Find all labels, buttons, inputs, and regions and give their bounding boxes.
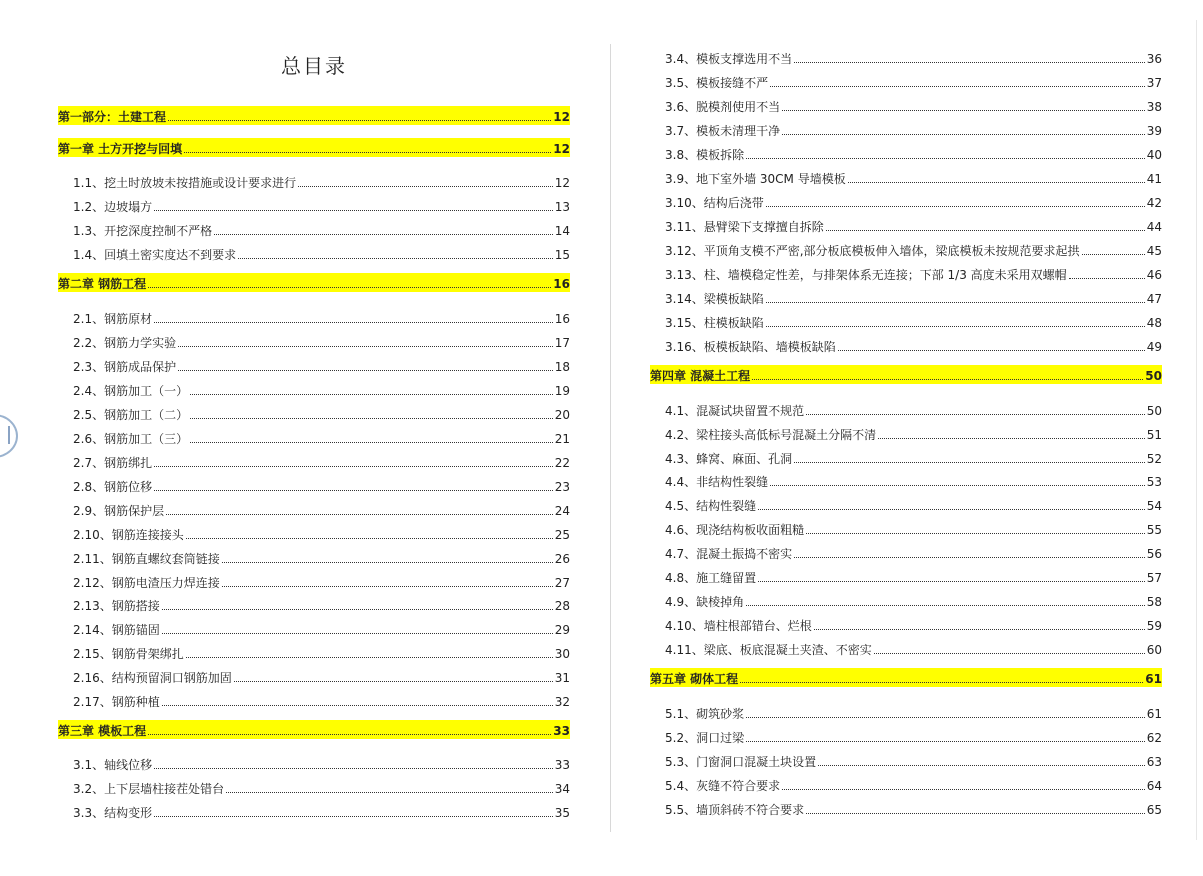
toc-entry[interactable] [58,242,570,262]
toc-dot-leader [818,765,1145,766]
toc-page-number: 16 [554,312,570,326]
toc-dot-leader [740,682,1143,683]
toc-entry-label: 2.15、钢筋骨架绑扎 [73,647,184,661]
toc-dot-leader [234,681,553,682]
toc-entry-label: 2.7、钢筋绑扎 [73,456,153,470]
toc-dot-leader [298,186,553,187]
toc-entry-label: 3.7、模板未清理干净 [665,124,781,138]
toc-page-number: 51 [1146,428,1162,442]
toc-page-number: 12 [553,142,570,156]
toc-chapter-heading[interactable] [58,138,570,157]
toc-entry-label: 2.2、钢筋力学实验 [73,336,177,350]
toc-entry[interactable] [650,142,1162,162]
toc-page-number: 38 [1146,100,1162,114]
toc-dot-leader [178,370,553,371]
toc-page-number: 18 [554,360,570,374]
toc-entry[interactable] [58,617,570,637]
toc-entry-label: 3.11、悬臂梁下支撑擅自拆除 [665,220,824,234]
toc-dot-leader [766,206,1145,207]
toc-dot-leader [166,514,553,515]
toc-page-number: 12 [553,110,570,124]
toc-entry[interactable] [58,776,570,796]
toc-entry[interactable] [58,689,570,709]
toc-entry-label: 5.4、灰缝不符合要求 [665,779,781,793]
toc-dot-leader [838,350,1145,351]
toc-dot-leader [770,86,1145,87]
toc-page-number: 27 [554,576,570,590]
toc-dot-leader [178,346,553,347]
toc-entry[interactable] [58,641,570,661]
toc-entry-label: 2.1、钢筋原材 [73,312,153,326]
toc-entry-label: 1.1、挖土时放坡未按措施或设计要求进行 [73,176,297,190]
toc-page-number: 28 [554,599,570,613]
toc-chapter-heading[interactable] [650,365,1162,384]
toc-entry-label: 5.5、墙顶斜砖不符合要求 [665,803,805,817]
toc-dot-leader [746,158,1145,159]
toc-dot-leader [154,816,553,817]
toc-entry[interactable] [650,725,1162,745]
toc-entry-label: 4.7、混凝土振捣不密实 [665,547,793,561]
toc-page-number: 64 [1146,779,1162,793]
toc-page-number: 52 [1146,452,1162,466]
toc-dot-leader [226,792,553,793]
toc-entry[interactable] [650,262,1162,282]
toc-page-number: 17 [554,336,570,350]
toc-page-number: 30 [554,647,570,661]
toc-entry-label: 3.12、平顶角支模不严密,部分板底模板伸入墙体，梁底模板未按规范要求起拱 [665,244,1080,258]
toc-page-number: 33 [553,724,570,738]
toc-page-number: 54 [1146,499,1162,513]
toc-entry[interactable] [58,330,570,350]
toc-page-number: 22 [554,456,570,470]
toc-page-number: 53 [1146,475,1162,489]
toc-entry-label: 3.3、结构变形 [73,806,153,820]
toc-entry-label: 3.14、梁模板缺陷 [665,292,764,306]
toc-page-number: 35 [554,806,570,820]
toc-page-number: 40 [1146,148,1162,162]
toc-dot-leader [794,462,1145,463]
toc-entry[interactable] [58,218,570,238]
toc-page-number: 45 [1146,244,1162,258]
toc-entry[interactable] [58,474,570,494]
toc-entry-label: 5.2、洞口过梁 [665,731,745,745]
toc-entry[interactable] [58,194,570,214]
toc-page-number: 46 [1146,268,1162,282]
toc-entry-label: 3.2、上下层墙柱接茬处错台 [73,782,225,796]
toc-entry-label: 4.10、墙柱根部错台、烂根 [665,619,812,633]
toc-entry-label: 3.15、柱模板缺陷 [665,316,764,330]
toc-entry-label: 4.11、梁底、板底混凝土夹渣、不密实 [665,643,872,657]
toc-dot-leader [238,258,553,259]
toc-entry[interactable] [650,517,1162,537]
toc-page-number: 14 [554,224,570,238]
toc-entry-label: 3.10、结构后浇带 [665,196,764,210]
toc-entry-label: 4.5、结构性裂缝 [665,499,757,513]
toc-entry-label: 3.4、模板支撑选用不当 [665,52,793,66]
toc-dot-leader [154,490,553,491]
toc-entry[interactable] [58,378,570,398]
toc-page-number: 57 [1146,571,1162,585]
toc-page-number: 25 [554,528,570,542]
toc-entry[interactable] [650,70,1162,90]
toc-page-number: 12 [554,176,570,190]
toc-entry-label: 4.8、施工缝留置 [665,571,757,585]
toc-page-number: 58 [1146,595,1162,609]
toc-page-number: 44 [1146,220,1162,234]
toc-entry[interactable] [58,426,570,446]
toc-dot-leader [848,182,1145,183]
toc-page-number: 65 [1146,803,1162,817]
toc-entry-label: 4.3、蜂窝、麻面、孔洞 [665,452,793,466]
toc-entry[interactable] [58,402,570,422]
toc-entry[interactable] [58,570,570,590]
toc-entry[interactable] [650,334,1162,354]
toc-entry[interactable] [650,190,1162,210]
toc-entry-label: 2.9、钢筋保护层 [73,504,165,518]
toc-entry-label: 第二章 钢筋工程 [58,277,147,291]
toc-entry-label: 2.4、钢筋加工（一） [73,384,189,398]
toc-entry-label: 第五章 砌体工程 [650,672,739,686]
toc-entry-label: 2.6、钢筋加工（三） [73,432,189,446]
toc-dot-leader [758,581,1145,582]
toc-dot-leader [766,326,1145,327]
toc-page-number: 47 [1146,292,1162,306]
toc-entry[interactable] [58,752,570,772]
toc-entry-label: 3.9、地下室外墙 30CM 导墙模板 [665,172,846,186]
toc-entry[interactable] [58,800,570,820]
toc-entry[interactable] [650,398,1162,418]
toc-entry[interactable] [650,637,1162,657]
toc-dot-leader [770,485,1145,486]
toc-page-number: 13 [554,200,570,214]
toc-entry[interactable] [650,565,1162,585]
toc-entry[interactable] [58,665,570,685]
toc-dot-leader [878,438,1145,439]
toc-entry-label: 第一部分：土建工程 [58,110,167,124]
toc-entry-label: 2.10、钢筋连接接头 [73,528,184,542]
toc-dot-leader [766,302,1145,303]
toc-page-number: 59 [1146,619,1162,633]
toc-page-number: 20 [554,408,570,422]
toc-page-number: 21 [554,432,570,446]
toc-dot-leader [1082,254,1145,255]
toc-page-number: 16 [553,277,570,291]
toc-chapter-heading[interactable] [58,273,570,292]
toc-entry-label: 2.17、钢筋种植 [73,695,160,709]
page-edge [1196,20,1197,840]
toc-page-number: 56 [1146,547,1162,561]
toc-dot-leader [752,379,1143,380]
toc-entry-label: 第四章 混凝土工程 [650,369,751,383]
toc-chapter-heading[interactable] [58,106,570,125]
toc-entry-label: 3.6、脱模剂使用不当 [665,100,781,114]
toc-chapter-heading[interactable] [650,668,1162,687]
toc-page-number: 42 [1146,196,1162,210]
toc-entry-label: 4.1、混凝试块留置不规范 [665,404,805,418]
toc-dot-leader [186,538,553,539]
toc-entry[interactable] [650,214,1162,234]
toc-entry[interactable] [650,166,1162,186]
toc-entry[interactable] [650,701,1162,721]
toc-dot-leader [148,734,551,735]
toc-entry[interactable] [58,546,570,566]
toc-entry[interactable] [58,522,570,542]
toc-chapter-heading[interactable] [58,720,570,739]
toc-page-number: 37 [1146,76,1162,90]
toc-entry[interactable] [58,593,570,613]
toc-page-number: 34 [554,782,570,796]
toc-dot-leader [184,152,551,153]
toc-dot-leader [746,605,1145,606]
toc-dot-leader [782,789,1145,790]
toc-entry[interactable] [650,749,1162,769]
toc-entry[interactable] [650,493,1162,513]
toc-dot-leader [746,717,1145,718]
toc-dot-leader [148,287,551,288]
toc-entry-label: 1.3、开挖深度控制不严格 [73,224,213,238]
toc-entry-label: 3.1、轴线位移 [73,758,153,772]
toc-entry-label: 5.1、砌筑砂浆 [665,707,745,721]
toc-entry-label: 2.11、钢筋直螺纹套筒链接 [73,552,220,566]
toc-page-number: 55 [1146,523,1162,537]
toc-page-number: 50 [1145,369,1162,383]
toc-page-number: 63 [1146,755,1162,769]
toc-entry[interactable] [650,773,1162,793]
toc-entry[interactable] [650,446,1162,466]
toc-dot-leader [222,586,553,587]
page-title: 总目录 [281,54,347,78]
toc-entry[interactable] [650,589,1162,609]
toc-entry[interactable] [650,541,1162,561]
toc-page-number: 32 [554,695,570,709]
toc-entry[interactable] [58,306,570,326]
toc-dot-leader [162,705,553,706]
toc-entry-label: 第三章 模板工程 [58,724,147,738]
toc-entry-label: 4.6、现浇结构板收面粗糙 [665,523,805,537]
toc-entry[interactable] [650,469,1162,489]
toc-entry-label: 2.5、钢筋加工（二） [73,408,189,422]
toc-entry-label: 2.12、钢筋电渣压力焊连接 [73,576,220,590]
toc-page-number: 62 [1146,731,1162,745]
toc-dot-leader [794,557,1145,558]
toc-entry[interactable] [650,118,1162,138]
toc-page-number: 61 [1146,707,1162,721]
toc-entry[interactable] [650,613,1162,633]
toc-page-number: 49 [1146,340,1162,354]
toc-dot-leader [162,609,553,610]
toc-entry[interactable] [650,422,1162,442]
toc-entry[interactable] [58,498,570,518]
toc-dot-leader [758,509,1145,510]
toc-dot-leader [214,234,553,235]
toc-entry-label: 3.16、板模板缺陷、墙模板缺陷 [665,340,836,354]
toc-entry-label: 3.5、模板接缝不严 [665,76,769,90]
toc-dot-leader [222,562,553,563]
toc-page-number: 26 [554,552,570,566]
page-divider [610,44,611,832]
toc-entry-label: 2.13、钢筋搭接 [73,599,160,613]
toc-entry-label: 2.14、钢筋锚固 [73,623,160,637]
toc-dot-leader [874,653,1145,654]
toc-page-number: 24 [554,504,570,518]
toc-dot-leader [794,62,1145,63]
toc-entry-label: 3.13、柱、墙模稳定性差，与排架体系无连接；下部 1/3 高度未采用双螺帽 [665,268,1067,282]
toc-dot-leader [190,418,553,419]
page-nav-icon [8,426,10,444]
toc-entry-label: 1.4、回填土密实度达不到要求 [73,248,237,262]
toc-page-number: 33 [554,758,570,772]
toc-entry-label: 第一章 土方开挖与回填 [58,142,183,156]
toc-page-number: 31 [554,671,570,685]
toc-entry[interactable] [58,354,570,374]
toc-entry-label: 4.9、缺棱掉角 [665,595,745,609]
toc-page-number: 48 [1146,316,1162,330]
toc-dot-leader [190,394,553,395]
toc-dot-leader [746,741,1145,742]
toc-page-number: 36 [1146,52,1162,66]
page-nav-handle[interactable] [0,414,18,458]
toc-dot-leader [1069,278,1145,279]
toc-entry[interactable] [58,450,570,470]
toc-dot-leader [806,813,1145,814]
toc-page-number: 50 [1146,404,1162,418]
toc-entry-label: 3.8、模板拆除 [665,148,745,162]
toc-entry-label: 2.3、钢筋成品保护 [73,360,177,374]
toc-entry[interactable] [650,286,1162,306]
toc-dot-leader [782,110,1145,111]
toc-dot-leader [806,533,1145,534]
toc-page-number: 41 [1146,172,1162,186]
toc-page-number: 61 [1145,672,1162,686]
toc-dot-leader [826,230,1145,231]
toc-dot-leader [186,657,553,658]
toc-entry-label: 5.3、门窗洞口混凝土块设置 [665,755,817,769]
toc-dot-leader [154,322,553,323]
toc-entry-label: 2.16、结构预留洞口钢筋加固 [73,671,232,685]
toc-entry[interactable] [650,797,1162,817]
toc-entry-label: 1.2、边坡塌方 [73,200,153,214]
toc-entry-label: 4.4、非结构性裂缝 [665,475,769,489]
toc-page-number: 60 [1146,643,1162,657]
toc-entry[interactable] [650,94,1162,114]
toc-page-number: 15 [554,248,570,262]
toc-page-number: 23 [554,480,570,494]
toc-dot-leader [168,120,551,121]
toc-entry[interactable] [650,310,1162,330]
toc-dot-leader [782,134,1145,135]
toc-dot-leader [154,210,553,211]
toc-entry[interactable] [650,46,1162,66]
toc-entry[interactable] [58,170,570,190]
toc-entry-label: 4.2、梁柱接头高低标号混凝土分隔不清 [665,428,877,442]
toc-page-number: 29 [554,623,570,637]
toc-entry[interactable] [650,238,1162,258]
toc-page-number: 39 [1146,124,1162,138]
toc-dot-leader [190,442,553,443]
toc-entry-label: 2.8、钢筋位移 [73,480,153,494]
toc-dot-leader [162,633,553,634]
toc-page-number: 19 [554,384,570,398]
toc-dot-leader [814,629,1145,630]
toc-dot-leader [154,466,553,467]
toc-dot-leader [806,414,1145,415]
toc-dot-leader [154,768,553,769]
